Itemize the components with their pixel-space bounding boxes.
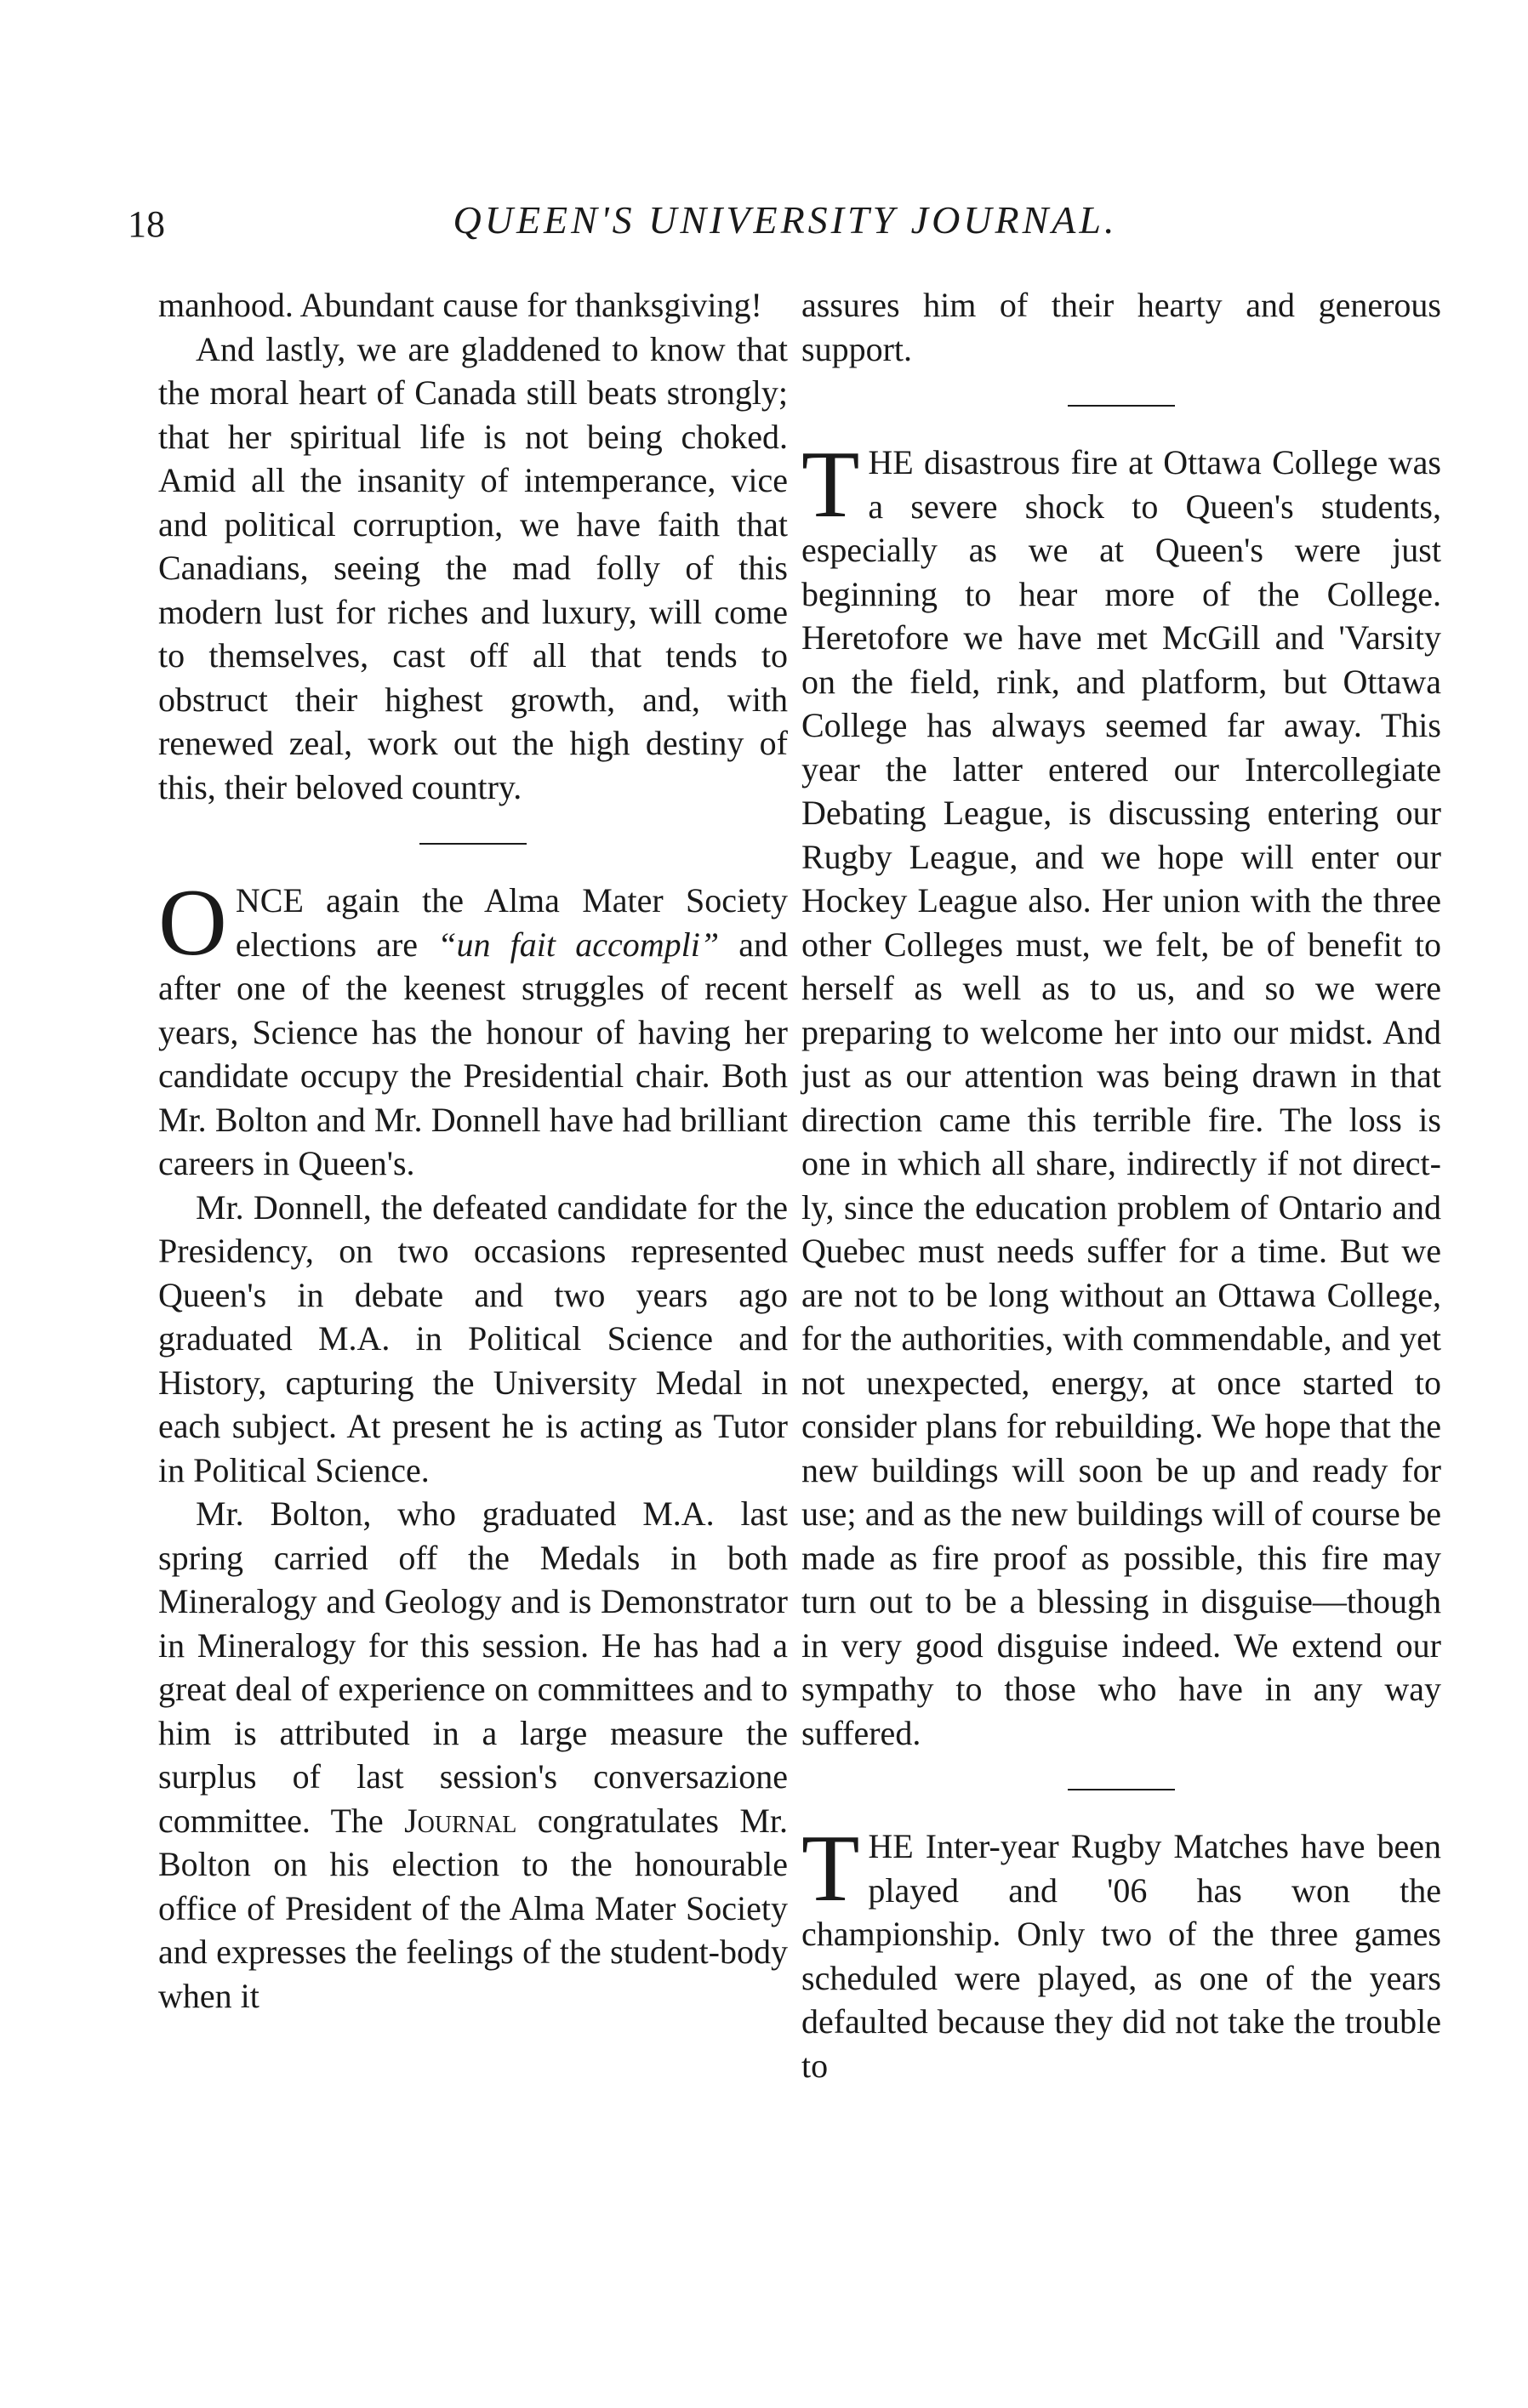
running-head: QUEEN'S UNIVERSITY JOURNAL. <box>453 198 1118 242</box>
drop-cap: T <box>801 432 860 538</box>
section-divider <box>1068 1789 1175 1790</box>
left-column <box>158 283 788 2018</box>
paragraph-ottawa-fire <box>801 432 1441 1755</box>
paragraph-moral-heart: And lastly, we are gladdened to know that the moral heart of Canada still beats strongly; that her spiritual life is not being choked. Amid all the insanity of intemperance, vice and political corruption, we have faith that Canadians, seeing the mad folly of this modern lust for riches and luxury, will come to themselves, cast off all that tends to obstruct their highest growth, and, with renewed zeal, work out the high destiny of this, their beloved country. <box>158 329 788 806</box>
paragraph-bolton <box>158 1492 788 2018</box>
rugby-text: HE Inter-year Rugby Matches have been played and '06 has won the championship. Only two of the three games scheduled were played, as one of the years defaulted because they did not take the trouble to <box>801 1827 1441 2085</box>
bolton-text-b: congratulates Mr. Bolton on his election to the honourable office of President of the Alma Mater Society and expresses the feelings of the student-body when it <box>158 1801 789 2015</box>
elections-lead: NCE again the Alma Mater Society elections are <box>235 881 788 964</box>
page-number: 18 <box>128 203 165 245</box>
journal-name: Journal <box>404 1801 517 1840</box>
right-column <box>801 283 1441 2087</box>
paragraph-support: assures him of their hearty and generous support. <box>801 286 1441 368</box>
paragraph-donnell: Mr. Donnell, the defeated candidate for the Presidency, on two occasions represented Queen's in debate and two years ago graduated M.A. in Political Science and History, capturing the University Medal in each subject. At present he is acting as Tutor in Political Science. <box>158 1187 788 1489</box>
drop-cap: O <box>158 870 227 976</box>
elections-quote: “un fait accompli” <box>437 925 720 964</box>
paragraph-manhood: manhood. Abundant cause for thanksgiving! <box>158 286 762 324</box>
paragraph-elections <box>158 870 788 1186</box>
bolton-text-a: Mr. Bolton, who graduated M.A. last spring carried off the Medals in both Mineralogy and Geology and is Demonstrator in Mineralogy for this session. He has had a great deal of experience on committees and to him is attributed in a large measure the surplus of last session's conversazione committee. The <box>158 1494 788 1840</box>
elections-rest: and after one of the keenest struggles of recent years, Science has the honour of having her candidate occupy the Presidential chair. Both Mr. Bolton and Mr. Donnell have had brilliant careers in Queen's. <box>158 925 788 1182</box>
ottawa-fire-text: HE disastrous fire at Ottawa College was a severe shock to Queen's students, especially as we at Queen's were just beginning to hear more of the College. Heretofore we have met McGill and 'Varsity on the field, rink, and platform, but Ottawa College has always seemed far away. This year the latter entered our Intercollegiate Debating League, is discussing entering our Rugby League, and we hope will enter our Hockey League also. Her union with the three other Colleges must, we felt, be of benefit to herself as well as to us, and so we were preparing to welcome her into our midst. And just as our attention was being drawn in that direction came this terrible fire. The loss is one in which all share, indirectly if not directly, since the education problem of Ontario and Quebec must needs suffer for a time. But we are not to be long without an Ottawa College, for the authorities, with commendable, and yet not unexpected, energy, at once started to consider plans for rebuilding. We hope that the new buildings will soon be up and ready for use; and as the new buildings will of course be made as fire proof as possible, this fire may turn out to be a blessing in disguise—though in very good disguise indeed. We extend our sympathy to those who have in any way suffered. <box>801 443 1441 1752</box>
section-divider <box>1068 405 1175 407</box>
drop-cap: T <box>801 1816 860 1921</box>
paragraph-rugby <box>801 1816 1441 2087</box>
section-divider <box>419 843 527 845</box>
